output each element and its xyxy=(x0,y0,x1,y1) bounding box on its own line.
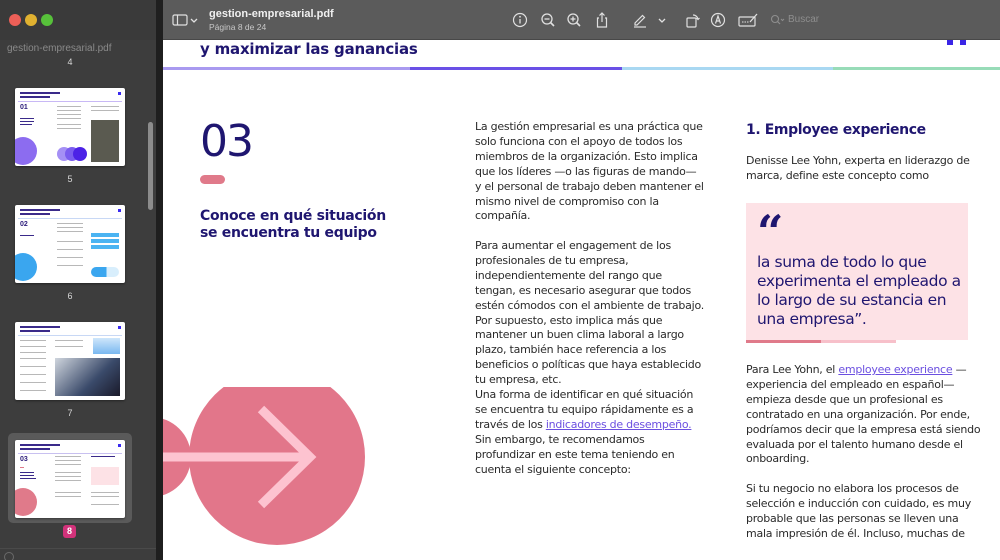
quote-text: la suma de todo lo que experimenta el empleado a lo largo de su estancia en una empresa”. xyxy=(757,253,961,328)
thumb-heading xyxy=(20,444,60,446)
pdf-page xyxy=(163,40,1000,560)
thumb-text xyxy=(91,504,119,505)
thumb-bar xyxy=(91,233,119,237)
rotate-icon[interactable] xyxy=(684,11,702,29)
thumb-text xyxy=(91,110,119,111)
thumbnail-page-7[interactable] xyxy=(15,322,125,400)
selected-page-badge: 8 xyxy=(63,525,76,538)
thumb-text xyxy=(57,257,83,258)
thumb-heading xyxy=(20,326,60,328)
close-window-button[interactable] xyxy=(9,14,21,26)
accent-pill xyxy=(200,175,225,184)
thumb-bar xyxy=(91,245,119,249)
chevron-down-icon[interactable] xyxy=(189,11,199,29)
thumb-arrow-circle xyxy=(15,137,37,165)
thumb-photo xyxy=(91,120,119,162)
thumb-divider xyxy=(18,453,122,454)
thumb-text xyxy=(55,456,81,457)
body-paragraph: La gestión empresarial es una práctica que solo funciona con el apoyo de todos los miembros de la organización. Esto implica que los líderes —o las figuras de mando— y el personal de trabajo deben mantener el mismo nivel de compromiso con la compañía. xyxy=(475,120,704,223)
thumb-heading xyxy=(20,96,50,98)
thumb-heading xyxy=(20,213,50,215)
search-field[interactable] xyxy=(770,12,890,28)
thumb-text xyxy=(57,231,83,232)
divider-segment xyxy=(833,67,1000,70)
thumb-text xyxy=(91,492,119,493)
page-label: 4 xyxy=(67,57,73,67)
thumb-text xyxy=(57,265,83,266)
page-label: 5 xyxy=(67,174,73,184)
sidebar-document-name: gestion-empresarial.pdf xyxy=(7,43,112,54)
thumb-heading xyxy=(20,330,50,332)
quote-accent-bar xyxy=(746,340,821,343)
search-icon xyxy=(770,14,786,26)
employee-experience-link[interactable]: employee experience xyxy=(838,363,953,376)
zoom-window-button[interactable] xyxy=(41,14,53,26)
thumbnail-page-8[interactable] xyxy=(15,440,125,518)
page-label: 7 xyxy=(67,408,73,418)
sidebar-footer-divider xyxy=(0,548,156,549)
logo-mark xyxy=(960,40,966,45)
paragraph-text: Sin embargo, te recomendamos profundizar en este tema teniendo en cuenta el siguiente concepto: xyxy=(475,432,675,476)
thumbnail-sidebar xyxy=(0,0,156,560)
thumb-section-number: 03 xyxy=(20,456,28,463)
thumb-text xyxy=(20,390,46,391)
thumb-text xyxy=(20,118,34,119)
thumb-bars xyxy=(93,338,120,354)
quote-box xyxy=(746,203,968,340)
thumb-text xyxy=(57,124,81,125)
thumb-heading xyxy=(20,448,50,450)
thumb-section-number: 02 xyxy=(20,221,28,228)
thumb-bar xyxy=(91,239,119,243)
zoom-out-icon[interactable] xyxy=(539,11,557,29)
sidebar-toggle-icon[interactable] xyxy=(171,11,189,29)
thumb-text xyxy=(55,464,81,465)
thumb-heading xyxy=(20,209,60,211)
thumb-photo xyxy=(55,358,120,396)
page-indicator: Página 8 de 24 xyxy=(209,22,267,32)
thumb-text xyxy=(20,478,36,479)
document-title: gestion-empresarial.pdf xyxy=(209,8,334,20)
markup-pen-icon[interactable] xyxy=(631,11,649,29)
thumb-text xyxy=(20,366,46,367)
indicadores-desempeno-link[interactable]: indicadores de desempeño. xyxy=(545,417,692,431)
thumb-text xyxy=(55,472,81,473)
thumb-logo xyxy=(118,209,121,212)
body-paragraph: Si tu negocio no elabora los procesos de selección e inducción con cuidado, es muy probable que las personas se lleven una mala impresión de él. Incluso, muchas de xyxy=(746,482,971,540)
thumb-divider xyxy=(18,218,122,219)
sidebar-scrollbar[interactable] xyxy=(144,40,156,560)
thumb-section-number: 01 xyxy=(20,104,28,111)
share-icon[interactable] xyxy=(593,11,611,29)
thumb-text xyxy=(55,476,81,477)
thumb-text xyxy=(57,241,83,242)
quote-accent-bar xyxy=(821,340,896,343)
body-paragraph xyxy=(475,388,705,477)
logo-mark xyxy=(947,40,953,45)
subsection-title: 1. Employee experience xyxy=(746,122,926,138)
paragraph-text: Una forma de identificar en qué situación se encuentra tu equipo rápidamente es a través de los xyxy=(475,388,694,431)
thumb-pill xyxy=(20,467,24,468)
thumb-text xyxy=(20,475,34,476)
thumb-text xyxy=(57,223,83,224)
chevron-down-icon[interactable] xyxy=(657,11,667,29)
thumb-text xyxy=(55,492,81,493)
thumb-text xyxy=(55,340,83,341)
thumb-heading xyxy=(20,92,60,94)
thumb-text xyxy=(57,227,83,228)
thumb-text xyxy=(57,118,81,119)
thumb-circle xyxy=(73,147,87,161)
page-heading: y maximizar las ganancias xyxy=(200,40,418,58)
thumbnail-page-5[interactable] xyxy=(15,88,125,166)
sidebar-titlebar xyxy=(0,0,156,40)
thumb-text xyxy=(20,352,46,353)
thumb-quote xyxy=(91,467,119,485)
sidebar-split-divider[interactable] xyxy=(156,0,163,560)
section-title: Conoce en qué situación se encuentra tu equipo xyxy=(200,208,386,241)
minimize-window-button[interactable] xyxy=(25,14,37,26)
thumb-text xyxy=(20,346,46,347)
thumb-text xyxy=(20,121,34,122)
thumb-text xyxy=(57,249,83,250)
thumb-text xyxy=(91,456,115,457)
thumb-text xyxy=(20,358,46,359)
thumb-text xyxy=(57,106,81,107)
section-number: 03 xyxy=(200,116,252,167)
thumbnail-page-6[interactable] xyxy=(15,205,125,283)
thumb-text xyxy=(20,382,46,383)
add-page-icon[interactable] xyxy=(4,552,14,560)
thumb-divider xyxy=(18,101,122,102)
thumb-text xyxy=(91,106,119,107)
thumb-text xyxy=(57,128,81,129)
sidebar-scrollbar-thumb[interactable] xyxy=(148,122,153,210)
divider-segment xyxy=(163,67,410,70)
thumb-text xyxy=(20,340,46,341)
thumb-text xyxy=(20,472,34,473)
thumb-divider xyxy=(18,335,122,336)
thumb-text xyxy=(57,114,81,115)
thumb-text xyxy=(55,346,83,347)
thumb-logo xyxy=(118,326,121,329)
thumb-arrow-circle xyxy=(15,253,37,281)
body-paragraph: Denisse Lee Yohn, experta en liderazgo de marca, define este concepto como xyxy=(746,154,970,182)
thumb-text xyxy=(57,110,81,111)
body-paragraph xyxy=(746,363,981,467)
info-icon[interactable] xyxy=(511,11,529,29)
thumb-logo xyxy=(118,92,121,95)
quote-mark-icon: “ xyxy=(757,205,784,259)
divider-segment xyxy=(622,67,833,70)
thumb-toggle xyxy=(91,267,119,277)
arrow-circle-graphic xyxy=(163,387,383,560)
paragraph-text: —experiencia del empleado en español— empieza desde que un profesional es contratado en una organización. Por ende, podríamos decir que la empresa está siendo evaluada por el talento humano desde el onboarding. xyxy=(746,363,981,466)
thumb-text xyxy=(20,124,32,125)
thumb-arrow-circle xyxy=(15,488,37,516)
paragraph-text: Para Lee Yohn, el xyxy=(746,363,839,376)
search-placeholder: Buscar xyxy=(788,14,820,25)
zoom-in-icon[interactable] xyxy=(565,11,583,29)
thumb-text xyxy=(91,496,119,497)
thumb-text xyxy=(55,460,81,461)
thumb-text xyxy=(55,480,81,481)
signature-icon[interactable] xyxy=(737,11,759,29)
thumb-text xyxy=(55,496,81,497)
thumb-logo xyxy=(118,444,121,447)
divider-segment xyxy=(410,67,622,70)
thumb-text xyxy=(20,235,34,236)
page-label: 6 xyxy=(67,291,73,301)
body-paragraph: Para aumentar el engagement de los profesionales de tu empresa, independientemente del rango que tengan, es necesario asegurar que todos estén cómodos con el ambiente de trabajo. Por supuesto, esto implica más que mantener un buen clima laboral a largo plazo, también hace referencia a los beneficios o políticas que haya establecido tu empresa, etc. xyxy=(475,239,704,387)
annotate-icon[interactable] xyxy=(709,11,727,29)
thumb-text xyxy=(20,374,46,375)
